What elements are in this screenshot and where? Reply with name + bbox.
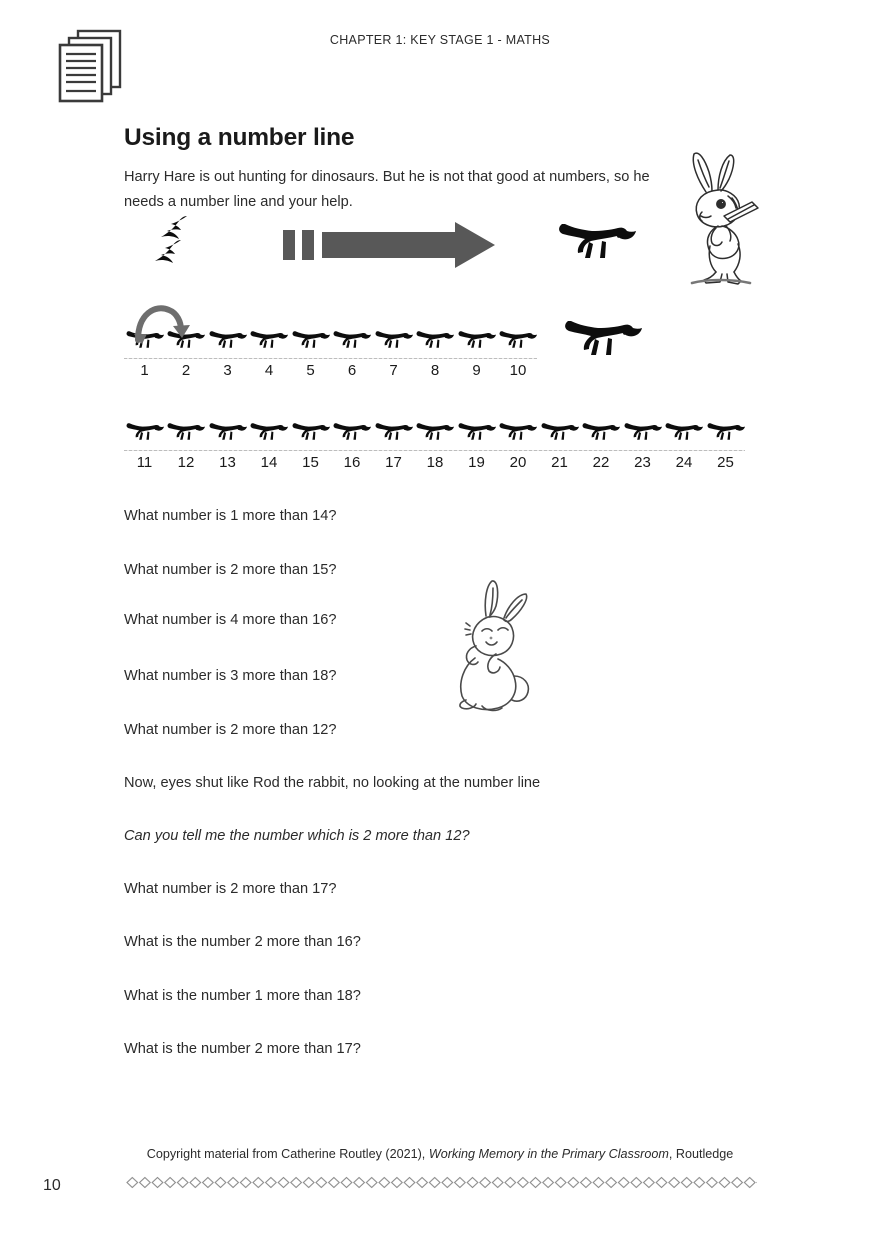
number-label: 21 — [551, 454, 568, 471]
number-line-item — [456, 398, 497, 471]
question-line: What number is 1 more than 14? — [124, 508, 337, 524]
chapter-header: CHAPTER 1: KEY STAGE 1 - MATHS — [329, 33, 551, 47]
number-label: 20 — [509, 454, 527, 471]
number-line-item — [290, 398, 331, 471]
number-label: 10 — [509, 362, 527, 379]
number-label: 17 — [385, 454, 402, 471]
number-line-item — [124, 398, 165, 471]
number-label: 1 — [140, 362, 149, 379]
number-line-item — [415, 398, 456, 471]
number-label: 4 — [264, 362, 274, 379]
question-line: What number is 4 more than 16? — [124, 612, 337, 628]
number-line-item — [373, 398, 414, 471]
number-line-item — [207, 398, 248, 471]
number-line-2 — [124, 398, 749, 484]
illustration-strip — [0, 0, 880, 300]
number-label: 7 — [389, 362, 398, 379]
number-label: 13 — [219, 454, 236, 471]
number-line-item — [498, 398, 539, 471]
number-label: 6 — [347, 362, 357, 379]
number-line-item — [622, 398, 663, 471]
number-label: 16 — [343, 454, 361, 471]
number-label: 18 — [426, 454, 444, 471]
question-line: What is the number 2 more than 17? — [124, 1041, 361, 1057]
intro-paragraph: Harry Hare is out hunting for dinosaurs. But he is not that good at numbers, so he needs a number line and your help. — [124, 168, 650, 210]
number-line-item — [249, 306, 290, 379]
number-label: 3 — [223, 362, 232, 379]
question-line: Now, eyes shut like Rod the rabbit, no looking at the number line — [124, 775, 541, 791]
number-label: 8 — [430, 362, 440, 379]
dinosaur-footprints-icon — [143, 210, 205, 272]
number-line-item — [207, 306, 248, 379]
number-line-item — [332, 398, 373, 471]
copyright-line — [0, 1147, 880, 1161]
number-line-item — [498, 306, 539, 379]
number-label: 2 — [181, 362, 191, 379]
question-line: What is the number 1 more than 18? — [124, 988, 361, 1004]
copyright-before: Copyright material from Catherine Routley (2021), — [146, 1147, 429, 1161]
diamond-divider — [126, 1176, 757, 1189]
page-number: 10 — [43, 1177, 61, 1194]
number-label: 12 — [177, 454, 195, 471]
number-line-item — [415, 306, 456, 379]
number-line-item — [290, 306, 331, 379]
question-line: Can you tell me the number which is 2 more than 12? — [124, 828, 470, 844]
number-line-item — [705, 398, 746, 471]
question-line: What number is 2 more than 12? — [124, 722, 337, 738]
number-line-item — [539, 398, 580, 471]
number-label: 9 — [472, 362, 481, 379]
number-label: 15 — [302, 454, 319, 471]
number-line-item — [332, 306, 373, 379]
page-title: Using a number line — [124, 124, 355, 152]
hop-arrow-icon — [133, 300, 195, 346]
right-arrow-icon — [283, 222, 495, 268]
number-label: 19 — [468, 454, 485, 471]
number-label: 14 — [260, 454, 278, 471]
number-label: 24 — [675, 454, 693, 471]
number-line-item — [249, 398, 290, 471]
number-line-item — [581, 398, 622, 471]
dinosaur-silhouette-icon — [556, 218, 638, 262]
question-line: What number is 2 more than 17? — [124, 881, 337, 897]
number-line-item — [166, 398, 207, 471]
number-label: 5 — [306, 362, 315, 379]
copyright-after: , Routledge — [668, 1147, 734, 1161]
number-line-item — [456, 306, 497, 379]
number-line-1 — [124, 306, 544, 392]
harry-hare-illustration — [672, 146, 764, 286]
question-line: What number is 3 more than 18? — [124, 668, 337, 684]
question-line: What is the number 2 more than 16? — [124, 934, 361, 950]
number-label: 25 — [717, 454, 734, 471]
number-line-item — [664, 398, 705, 471]
number-line-item — [373, 306, 414, 379]
dinosaur-silhouette-icon-2 — [562, 315, 644, 359]
rod-the-rabbit-illustration — [442, 572, 552, 714]
number-label: 22 — [592, 454, 610, 471]
copyright-book-title: Working Memory in the Primary Classroom — [428, 1147, 669, 1161]
number-label: 11 — [136, 454, 153, 471]
question-line: What number is 2 more than 15? — [124, 562, 337, 578]
number-label: 23 — [634, 454, 651, 471]
